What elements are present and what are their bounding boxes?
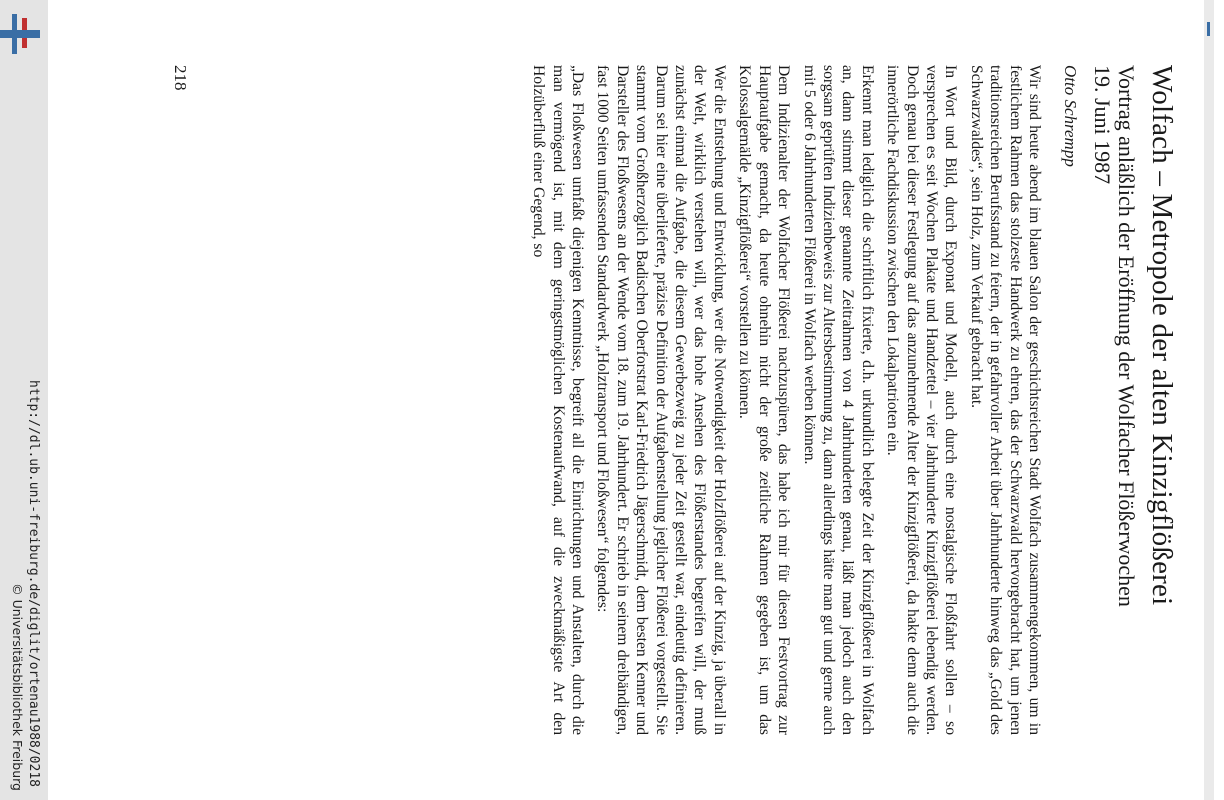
author-name: Otto Schrempp [1061, 65, 1080, 167]
copyright-notice: © Universitätsbibliothek Freiburg [10, 583, 25, 791]
paragraph: Erkennt man lediglich die schriftlich fixierte, d.h. urkundlich belegte Zeit der Kinzigflößerei in Wolfach an, dann stimmt dieser genannte Zeitrahmen von 4 Jahrhunderten genau, läßt man jedoch auch den sorgsam geprüften Indizienbeweis zur Altersbestimmung zu, dann allerdings hätte man gut und gerne auch mit 5 oder 6 Jahrhunderten Flößerei in Wolfach werben können. [800, 65, 876, 735]
document-url[interactable]: http://dl.ub.uni-freiburg.de/diglit/ortenau1988/0218 [26, 380, 41, 787]
paragraph: Dem Indizienalter der Wolfacher Flößerei nachzuspüren, das habe ich mir für diesen Festvortrag zur Hauptaufgabe gemacht, da heute ohnehin nicht der große zeitliche Rahmen gegeben ist, um das Kolossalgemälde „Kinzigflößerei“ vorstellen zu können. [736, 65, 793, 735]
paragraph: „Das Floßwesen umfaßt diejenigen Kenntnisse, begreift all die Einrichtungen und Anstalten, durch die man vermögend ist, mit dem geringstmöglichen Kostenaufwand, auf die zweckmäßigste Art den Holzüberfluß einer Gegend, so [530, 65, 587, 735]
page-number: 218 [171, 65, 190, 91]
article-subtitle [1090, 65, 1138, 735]
paragraph: In Wort und Bild, durch Exponat und Modell, auch durch eine nostalgische Floßfahrt sollen – so versprechen es seit Wochen Plakate und Handzettel – vier Jahrhunderte Kinzigflößerei lebendig werden. Doch genau bei dieser Festlegung auf das anzunehmende Alter der Kinzigflößerei, da hakte denn auch die innerörtliche Fachdiskussion zwischen den Lokalpatrioten ein. [884, 65, 960, 735]
subtitle-line-2: 19. Juni 1987 [1090, 65, 1115, 185]
paragraph: Wir sind heute abend im blauen Salon der geschichtsreichen Stadt Wolfach zusammengekommen, um in festlichem Rahmen das stolzeste Handwerk zu ehren, das der Schwarzwald hervorgebracht hat, um jenen traditionsreichen Berufsstand zu feiern, der in gefahrvoller Arbeit über Jahrhunderte hinweg das „Gold des Schwarzwaldes“, sein Holz, zum Verkauf gebracht hat. [967, 65, 1043, 735]
subtitle-line-1: Vortrag anläßlich der Eröffnung der Wolfacher Flößerwochen [1114, 65, 1139, 607]
viewer-side-panel [0, 0, 48, 800]
rotated-book-page [171, 65, 1180, 735]
article-body [523, 65, 1044, 735]
article-title: Wolfach – Metropole der alten Kinzigflößerei [1146, 65, 1178, 606]
page-edge [1204, 0, 1214, 800]
paragraph: Wer die Entstehung und Entwicklung, wer die Notwendigkeit der Holzflößerei auf der Kinzig, ja überall in der Welt, wirklich verstehen will, wer das hohe Ansehen des Flößerstandes begreifen will, der muß zunächst einmal die Aufgabe, die diesem Gewerbezweig zu jeder Zeit gestellt war, eindeutig definieren. Darum sei hier eine überlieferte, präzise Definition der Aufgabenstellung jeglicher Flößerei vorgestellt. Sie stammt vom Großherzoglich Badischen Oberforstrat Karl-Friedrich Jägerschmidt, dem besten Kenner und Darsteller des Floßwesens an der Wende vom 18. zum 19. Jahrhundert. Er schrieb in seinem dreibändigen, fast 1000 Seiten umfassenden Standardwerk „Holztransport und Floßwesen“ folgendes: [594, 65, 728, 735]
